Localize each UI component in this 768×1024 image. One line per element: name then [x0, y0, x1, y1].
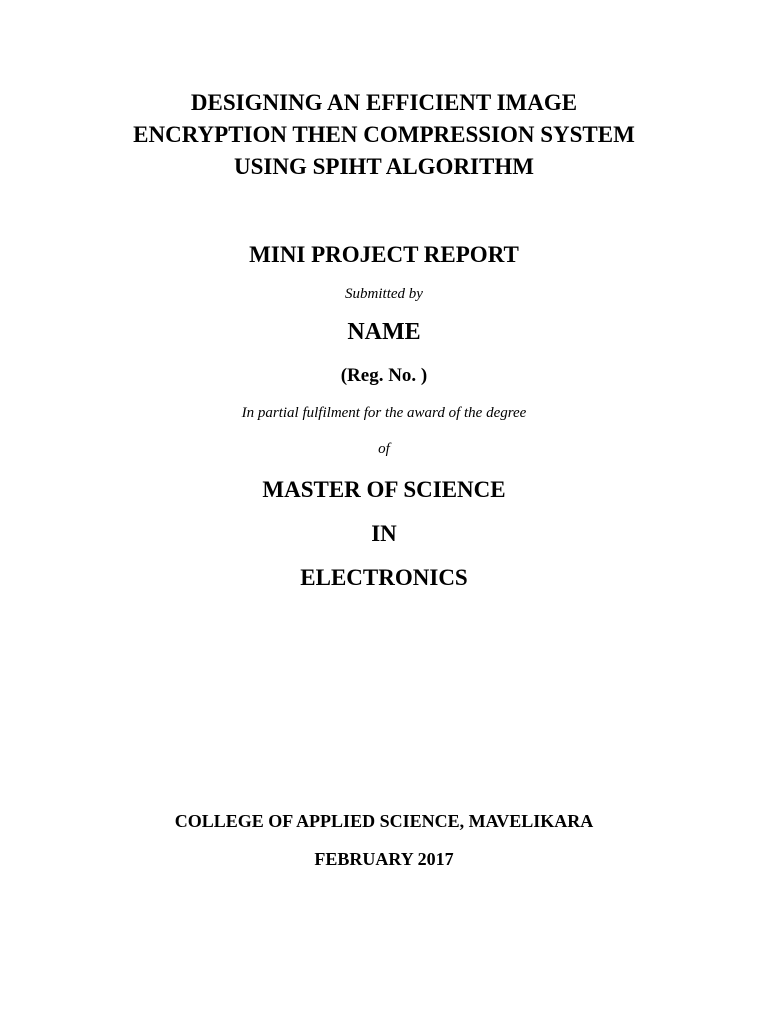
author-name: NAME	[347, 319, 421, 345]
title-line-3: USING SPIHT ALGORITHM	[234, 154, 534, 179]
college-name: COLLEGE OF APPLIED SCIENCE, MAVELIKARA	[174, 811, 594, 831]
partial-fulfilment: In partial fulfilment for the award of the degree	[241, 405, 527, 421]
submission-date: FEBRUARY 2017	[314, 849, 454, 869]
title-line-1: DESIGNING AN EFFICIENT IMAGE	[190, 90, 578, 115]
degree-name: MASTER OF SCIENCE	[262, 477, 506, 502]
subject-name: ELECTRONICS	[300, 565, 468, 590]
report-type: MINI PROJECT REPORT	[249, 242, 519, 267]
submitted-by: Submitted by	[345, 286, 423, 302]
in-text: IN	[371, 521, 397, 546]
title-line-2: ENCRYPTION THEN COMPRESSION SYSTEM	[133, 122, 635, 147]
registration-number: (Reg. No. )	[340, 365, 428, 386]
of-text: of	[378, 441, 390, 457]
